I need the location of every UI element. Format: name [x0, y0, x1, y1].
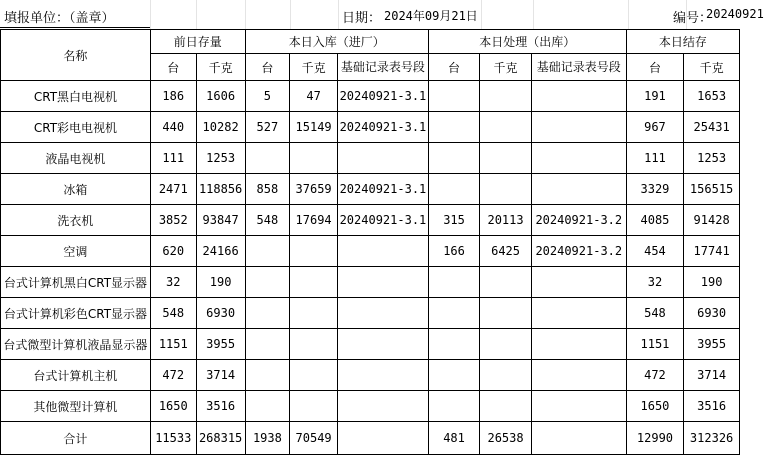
cell-name[interactable]: 合计 — [1, 422, 151, 455]
cell-prev-kg[interactable]: 6930 — [196, 298, 245, 329]
cell-out-tai[interactable]: 166 — [428, 236, 479, 267]
cell-in-kg[interactable] — [290, 298, 338, 329]
cell-gridline — [196, 0, 197, 29]
cell-prev-tai[interactable]: 1650 — [150, 391, 196, 422]
cell-in-tai[interactable]: 548 — [245, 205, 290, 236]
cell-out-record[interactable] — [531, 112, 626, 143]
cell-end-tai[interactable]: 191 — [626, 81, 684, 112]
cell-end-tai[interactable]: 32 — [626, 267, 684, 298]
cell-in-record[interactable] — [337, 329, 428, 360]
cell-out-record[interactable] — [531, 81, 626, 112]
table-row — [1, 298, 740, 329]
cell-prev-tai[interactable]: 440 — [150, 112, 196, 143]
cell-prev-kg[interactable]: 1606 — [196, 81, 245, 112]
cell-name[interactable]: 洗衣机 — [1, 205, 151, 236]
cell-prev-kg[interactable]: 10282 — [196, 112, 245, 143]
cell-end-tai[interactable]: 548 — [626, 298, 684, 329]
cell-out-record[interactable] — [531, 143, 626, 174]
cell-out-kg[interactable] — [480, 267, 532, 298]
header-name[interactable]: 名称 — [1, 30, 151, 81]
subheader-in-kg[interactable]: 千克 — [290, 54, 338, 81]
cell-end-tai[interactable]: 454 — [626, 236, 684, 267]
cell-in-record[interactable] — [337, 143, 428, 174]
subheader-in-record[interactable]: 基础记录表号段 — [337, 54, 428, 81]
cell-out-record[interactable]: 20240921-3.2 — [531, 236, 626, 267]
cell-prev-kg[interactable]: 190 — [196, 267, 245, 298]
cell-gridline — [338, 0, 339, 29]
cell-out-record[interactable] — [531, 174, 626, 205]
cell-end-tai[interactable]: 12990 — [626, 422, 684, 455]
cell-in-record[interactable] — [337, 422, 428, 455]
header-in-today[interactable]: 本日入库（进厂） — [245, 30, 428, 54]
cell-in-kg[interactable] — [290, 391, 338, 422]
subheader-in-tai[interactable]: 台 — [245, 54, 290, 81]
number-label: 编号： — [673, 11, 713, 26]
cell-in-record[interactable]: 20240921-3.1 — [337, 174, 428, 205]
cell-out-tai[interactable]: 315 — [428, 205, 479, 236]
cell-out-tai[interactable] — [428, 329, 479, 360]
cell-in-record[interactable] — [337, 267, 428, 298]
cell-in-tai[interactable] — [245, 391, 290, 422]
cell-out-tai[interactable] — [428, 267, 479, 298]
cell-in-tai[interactable]: 1938 — [245, 422, 290, 455]
cell-in-kg[interactable] — [290, 329, 338, 360]
cell-in-kg[interactable]: 17694 — [290, 205, 338, 236]
cell-end-kg[interactable]: 1653 — [684, 81, 740, 112]
cell-name[interactable]: 台式微型计算机液晶显示器 — [1, 329, 151, 360]
cell-end-kg[interactable]: 3516 — [684, 391, 740, 422]
table-row — [1, 81, 740, 112]
cell-prev-tai[interactable]: 2471 — [150, 174, 196, 205]
cell-in-tai[interactable] — [245, 236, 290, 267]
cell-end-kg[interactable]: 312326 — [684, 422, 740, 455]
number-value: 20240921 — [706, 7, 764, 21]
cell-name[interactable]: 空调 — [1, 236, 151, 267]
cell-in-tai[interactable]: 527 — [245, 112, 290, 143]
header-end-stock[interactable]: 本日结存 — [626, 30, 739, 54]
header-out-today[interactable]: 本日处理（出库） — [428, 30, 626, 54]
cell-in-kg[interactable] — [290, 236, 338, 267]
cell-prev-tai[interactable]: 32 — [150, 267, 196, 298]
cell-prev-kg[interactable]: 118856 — [196, 174, 245, 205]
cell-in-record[interactable] — [337, 236, 428, 267]
cell-end-tai[interactable]: 4085 — [626, 205, 684, 236]
cell-in-record[interactable]: 20240921-3.1 — [337, 205, 428, 236]
cell-end-kg[interactable]: 17741 — [684, 236, 740, 267]
cell-end-kg[interactable]: 25431 — [684, 112, 740, 143]
cell-out-kg[interactable]: 26538 — [480, 422, 532, 455]
cell-in-tai[interactable] — [245, 360, 290, 391]
cell-out-tai[interactable] — [428, 174, 479, 205]
cell-out-kg[interactable] — [480, 391, 532, 422]
cell-out-kg[interactable]: 20113 — [480, 205, 532, 236]
cell-in-record[interactable] — [337, 360, 428, 391]
cell-name[interactable]: 其他微型计算机 — [1, 391, 151, 422]
cell-out-tai[interactable] — [428, 112, 479, 143]
report-header — [0, 0, 764, 29]
cell-end-kg[interactable]: 156515 — [684, 174, 740, 205]
header-prev-stock[interactable]: 前日存量 — [150, 30, 245, 54]
cell-prev-kg[interactable]: 3714 — [196, 360, 245, 391]
cell-in-kg[interactable] — [290, 360, 338, 391]
cell-gridline — [290, 0, 291, 29]
cell-out-record[interactable]: 20240921-3.2 — [531, 205, 626, 236]
total-row — [1, 422, 740, 455]
cell-in-tai[interactable] — [245, 298, 290, 329]
cell-end-kg[interactable]: 1253 — [684, 143, 740, 174]
cell-in-kg[interactable]: 37659 — [290, 174, 338, 205]
cell-in-kg[interactable] — [290, 267, 338, 298]
cell-gridline — [245, 0, 246, 29]
table-row — [1, 143, 740, 174]
cell-out-tai[interactable] — [428, 143, 479, 174]
cell-out-record[interactable] — [531, 298, 626, 329]
cell-out-tai[interactable] — [428, 360, 479, 391]
cell-end-tai[interactable]: 111 — [626, 143, 684, 174]
subheader-out-record[interactable]: 基础记录表号段 — [531, 54, 626, 81]
cell-name[interactable]: 台式计算机主机 — [1, 360, 151, 391]
cell-in-kg[interactable]: 47 — [290, 81, 338, 112]
table-row — [1, 329, 740, 360]
cell-in-tai[interactable] — [245, 143, 290, 174]
cell-gridline — [628, 0, 629, 29]
cell-gridline — [533, 0, 534, 29]
cell-out-tai[interactable] — [428, 391, 479, 422]
cell-end-kg[interactable]: 3714 — [684, 360, 740, 391]
cell-out-record[interactable] — [531, 391, 626, 422]
cell-gridline — [150, 0, 151, 29]
table-row — [1, 205, 740, 236]
cell-end-kg[interactable]: 3955 — [684, 329, 740, 360]
cell-in-tai[interactable]: 5 — [245, 81, 290, 112]
cell-in-kg[interactable]: 15149 — [290, 112, 338, 143]
cell-name[interactable]: 台式计算机黑白CRT显示器 — [1, 267, 151, 298]
cell-in-tai[interactable] — [245, 329, 290, 360]
table-row — [1, 391, 740, 422]
cell-end-tai[interactable]: 1650 — [626, 391, 684, 422]
table-row — [1, 236, 740, 267]
cell-out-kg[interactable] — [480, 143, 532, 174]
cell-out-kg[interactable] — [480, 112, 532, 143]
header-underline — [0, 27, 150, 28]
cell-name[interactable]: 台式计算机彩色CRT显示器 — [1, 298, 151, 329]
cell-prev-kg[interactable]: 268315 — [196, 422, 245, 455]
cell-out-record[interactable] — [531, 360, 626, 391]
cell-name[interactable]: 液晶电视机 — [1, 143, 151, 174]
cell-prev-tai[interactable]: 3852 — [150, 205, 196, 236]
cell-out-kg[interactable] — [480, 81, 532, 112]
cell-out-kg[interactable] — [480, 329, 532, 360]
subheader-end-tai[interactable]: 台 — [626, 54, 684, 81]
cell-in-kg[interactable]: 70549 — [290, 422, 338, 455]
cell-gridline — [686, 0, 687, 29]
cell-prev-kg[interactable]: 3516 — [196, 391, 245, 422]
cell-out-record[interactable] — [531, 329, 626, 360]
cell-prev-tai[interactable]: 472 — [150, 360, 196, 391]
cell-out-tai[interactable]: 481 — [428, 422, 479, 455]
cell-out-kg[interactable] — [480, 298, 532, 329]
cell-in-tai[interactable] — [245, 267, 290, 298]
cell-in-record[interactable]: 20240921-3.1 — [337, 81, 428, 112]
cell-end-tai[interactable]: 3329 — [626, 174, 684, 205]
date-value: 2024年09月21日 — [384, 9, 478, 23]
cell-in-record[interactable] — [337, 391, 428, 422]
cell-in-kg[interactable] — [290, 143, 338, 174]
subheader-prev-tai[interactable]: 台 — [150, 54, 196, 81]
cell-end-tai[interactable]: 1151 — [626, 329, 684, 360]
cell-end-tai[interactable]: 472 — [626, 360, 684, 391]
cell-end-kg[interactable]: 190 — [684, 267, 740, 298]
cell-out-tai[interactable] — [428, 81, 479, 112]
table-row — [1, 174, 740, 205]
table-row — [1, 360, 740, 391]
inventory-table — [0, 29, 740, 455]
cell-gridline — [481, 0, 482, 29]
subheader-prev-kg[interactable]: 千克 — [196, 54, 245, 81]
cell-prev-tai[interactable]: 111 — [150, 143, 196, 174]
cell-name[interactable]: CRT彩电电视机 — [1, 112, 151, 143]
cell-prev-kg[interactable]: 93847 — [196, 205, 245, 236]
cell-out-tai[interactable] — [428, 298, 479, 329]
cell-name[interactable]: 冰箱 — [1, 174, 151, 205]
cell-in-tai[interactable]: 858 — [245, 174, 290, 205]
cell-in-record[interactable] — [337, 298, 428, 329]
cell-prev-kg[interactable]: 3955 — [196, 329, 245, 360]
cell-prev-kg[interactable]: 1253 — [196, 143, 245, 174]
unit-label: 填报单位：（盖章） — [4, 11, 115, 26]
cell-prev-kg[interactable]: 24166 — [196, 236, 245, 267]
cell-end-kg[interactable]: 91428 — [684, 205, 740, 236]
table-row — [1, 267, 740, 298]
subheader-end-kg[interactable]: 千克 — [684, 54, 740, 81]
cell-in-record[interactable]: 20240921-3.1 — [337, 112, 428, 143]
cell-prev-tai[interactable]: 620 — [150, 236, 196, 267]
subheader-out-kg[interactable]: 千克 — [480, 54, 532, 81]
cell-end-tai[interactable]: 967 — [626, 112, 684, 143]
cell-prev-tai[interactable]: 1151 — [150, 329, 196, 360]
subheader-out-tai[interactable]: 台 — [428, 54, 479, 81]
cell-out-kg[interactable]: 6425 — [480, 236, 532, 267]
date-label: 日期： — [342, 11, 382, 26]
cell-prev-tai[interactable]: 186 — [150, 81, 196, 112]
cell-prev-tai[interactable]: 11533 — [150, 422, 196, 455]
cell-prev-tai[interactable]: 548 — [150, 298, 196, 329]
cell-out-record[interactable] — [531, 267, 626, 298]
cell-name[interactable]: CRT黑白电视机 — [1, 81, 151, 112]
cell-out-record[interactable] — [531, 422, 626, 455]
cell-out-kg[interactable] — [480, 360, 532, 391]
table-row — [1, 112, 740, 143]
cell-out-kg[interactable] — [480, 174, 532, 205]
cell-end-kg[interactable]: 6930 — [684, 298, 740, 329]
